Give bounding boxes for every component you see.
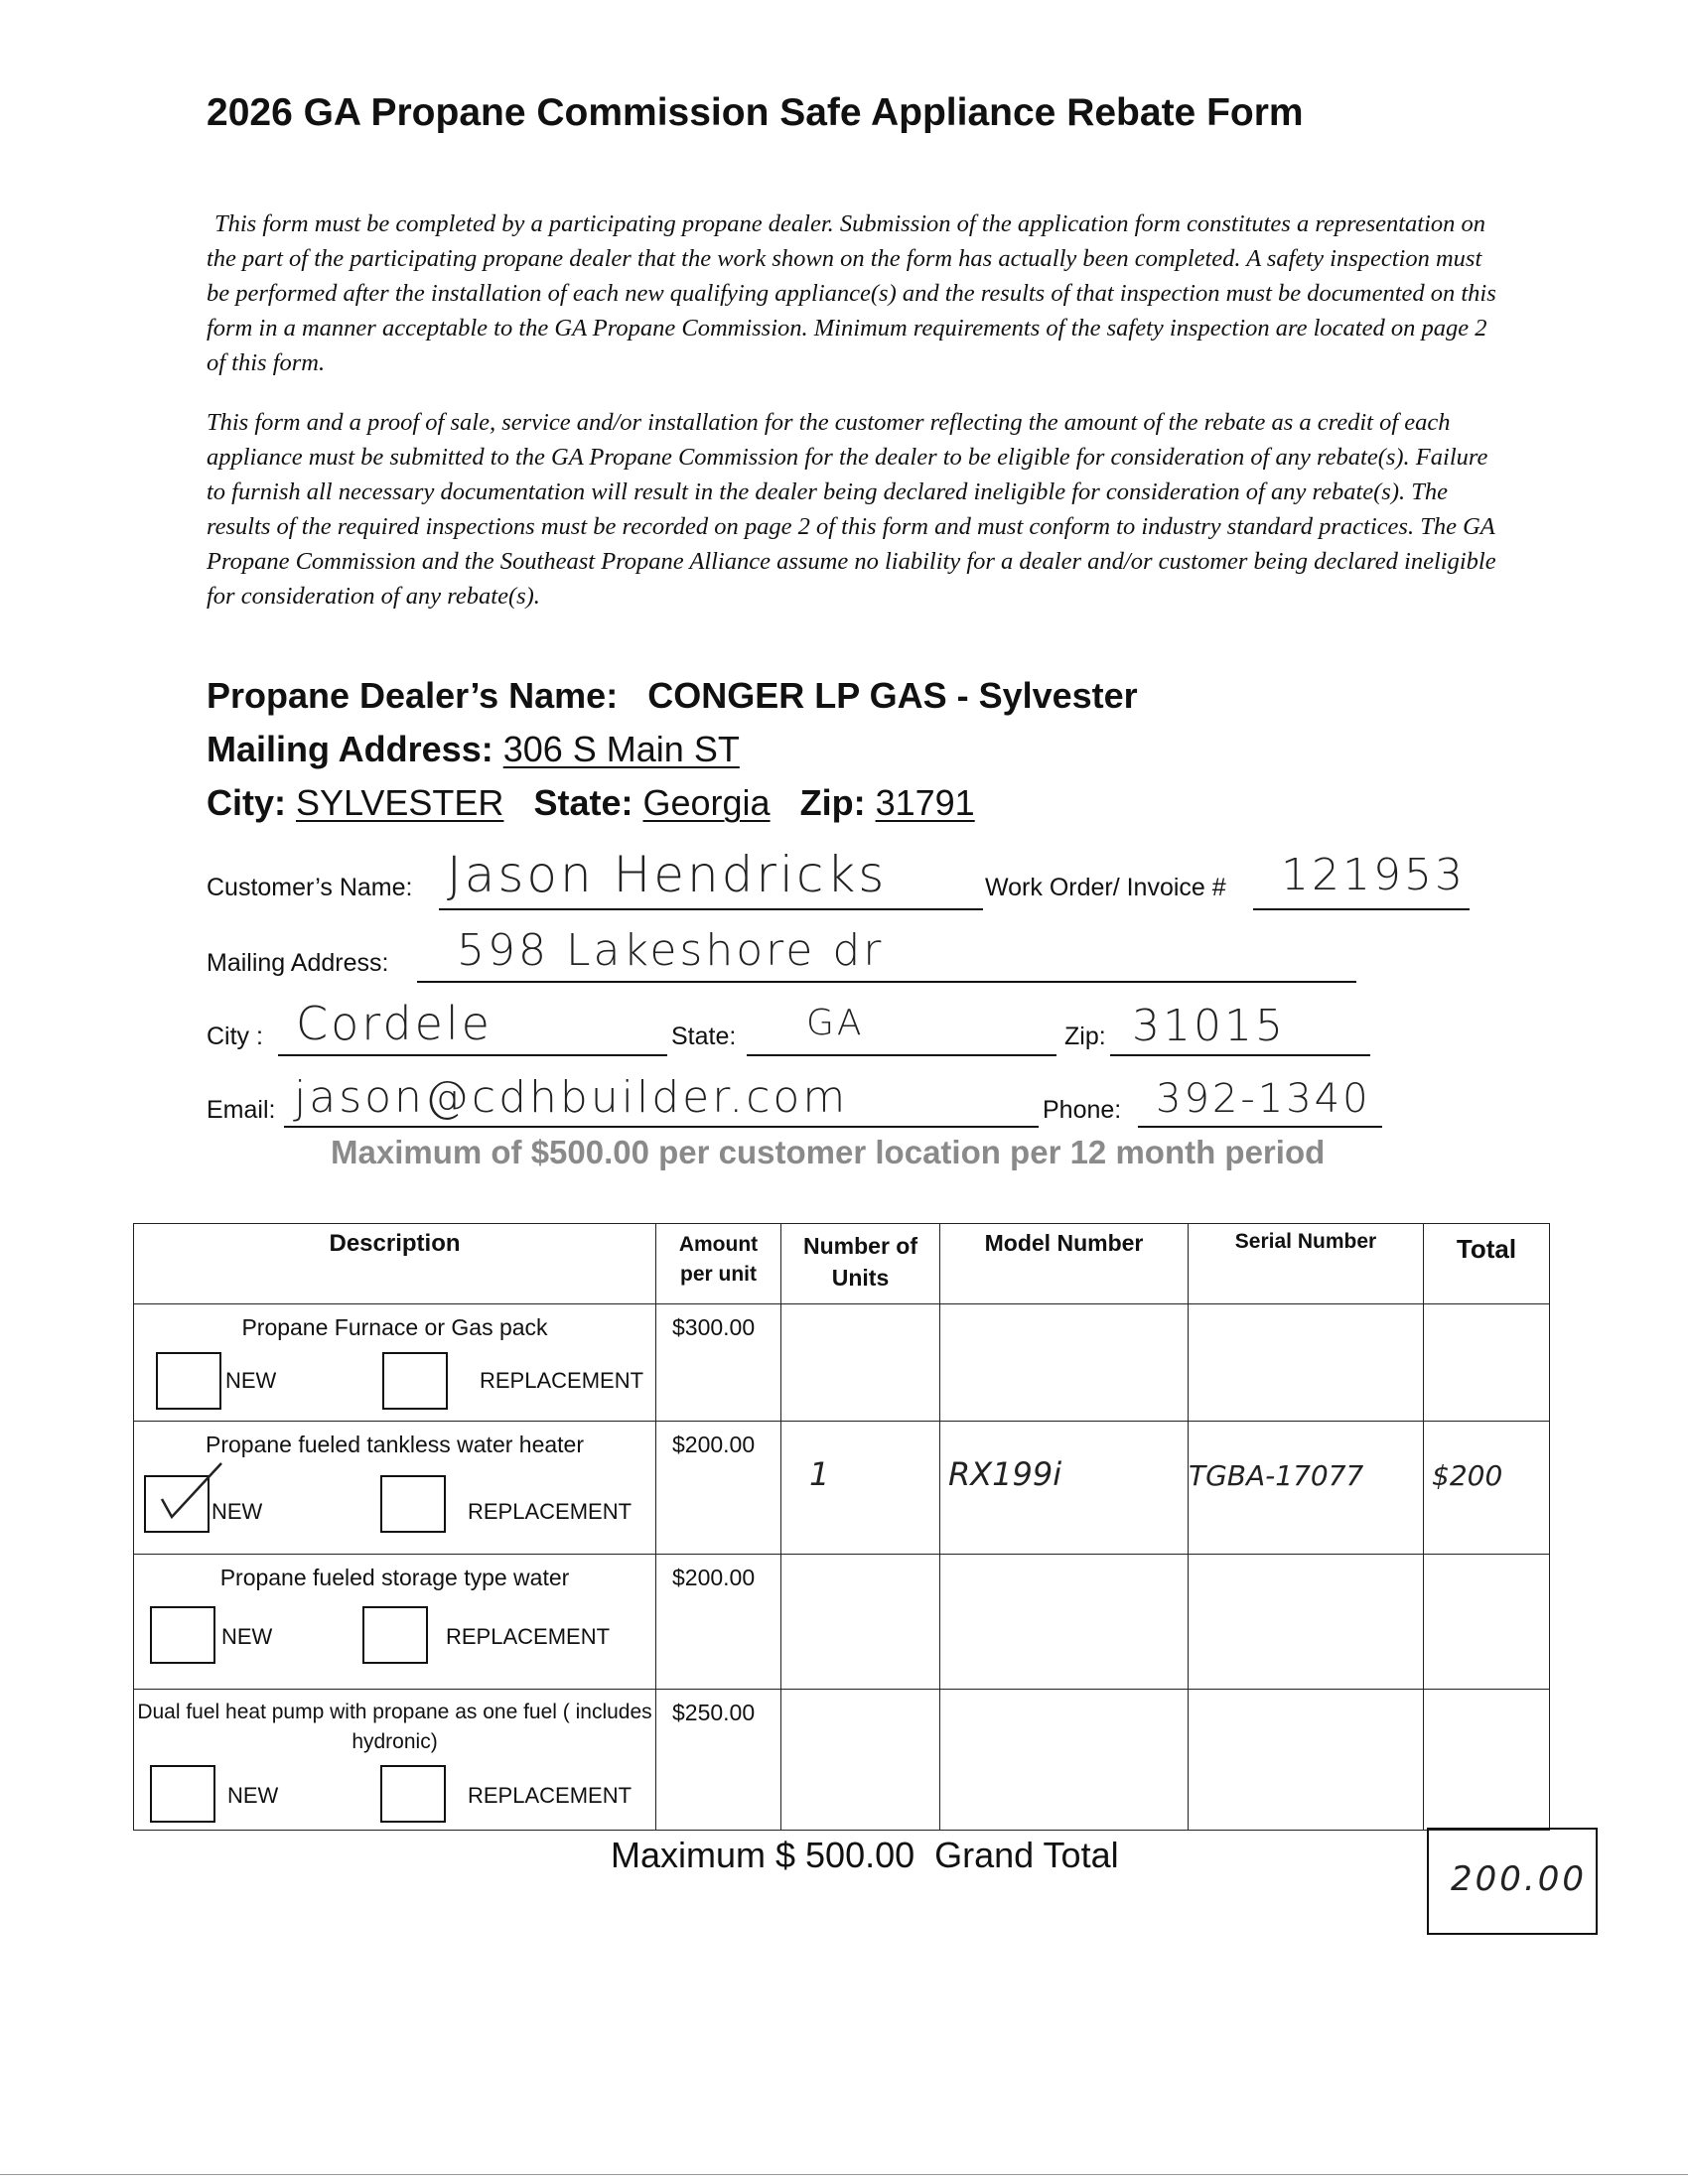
new-checkbox[interactable] [144,1475,210,1533]
customer-zip-field[interactable]: 31015 [1132,1001,1286,1051]
customer-phone-label: Phone: [1043,1096,1122,1124]
dealer-city-value: SYLVESTER [296,782,504,823]
invoice-line [1253,908,1470,910]
customer-phone-field[interactable]: 392-1340 [1156,1076,1371,1122]
new-checkbox[interactable] [156,1352,221,1410]
table-row [134,1304,1550,1422]
intro-paragraph-2: This form and a proof of sale, service and/or installation for the customer reflecting the amount of the rebate as a credit of each appliance must be submitted to the GA Propane Commission for the dealer to be eligible for consideration of any rebate(s). Failure to furnish all necessary documentation will result in the dealer being declared ineligible for consideration of any rebate(s). The results of the required inspections must be recorded on page 2 of this form and must conform to industry standard practices. The GA Propane Commission and the Southeast Propane Alliance assume no liability for a dealer and/or customer being declared ineligible for consideration of any rebate(s). [207,409,1496,610]
customer-zip-label: Zip: [1064,1023,1106,1050]
grand-total-value: 200.00 [1451,1859,1587,1899]
customer-city-field[interactable]: Cordele [296,997,492,1050]
row-amount: $250.00 [656,1690,781,1831]
row-description: Propane fueled tankless water heater [205,1432,585,1457]
header-total: Total [1424,1224,1550,1304]
dealer-state-label: State: [533,782,633,823]
row-description: Propane Furnace or Gas pack [241,1314,548,1340]
rebate-table [133,1223,1550,1831]
new-label: NEW [211,1499,263,1524]
row-model[interactable] [940,1422,1189,1555]
header-serial: Serial Number [1189,1224,1424,1304]
dealer-city-row [207,782,975,824]
grand-total-label: Maximum $ 500.00 Grand Total [611,1835,1119,1875]
table-row [134,1422,1550,1555]
replacement-checkbox[interactable] [362,1606,428,1664]
row-total[interactable] [1424,1422,1550,1555]
customer-city-line [278,1054,667,1056]
replacement-label: REPLACEMENT [446,1624,611,1649]
intro-paragraph-1: This form must be completed by a participating propane dealer. Submission of the application form constitutes a representation on the part of the participating propane dealer that the work shown on the form has actually been completed. A safety inspection must be performed after the installation of each new qualifying appliance(s) and the results of that inspection must be documented on this form in a manner acceptable to the GA Propane Commission. Minimum requirements of the safety inspection are located on page 2 of this form. [207,210,1496,376]
header-units: Number of Units [781,1224,940,1304]
replacement-label: REPLACEMENT [468,1783,633,1808]
dealer-name-value: CONGER LP GAS - Sylvester [647,675,1138,716]
header-amount: Amount per unit [656,1224,781,1304]
customer-zip-line [1110,1054,1370,1056]
serial-value: TGBA-17077 [1189,1459,1364,1492]
new-checkbox[interactable] [150,1765,215,1823]
customer-state-label: State: [671,1023,737,1050]
row-serial[interactable] [1189,1555,1424,1690]
replacement-checkbox[interactable] [382,1352,448,1410]
dealer-name-row [207,675,1138,717]
customer-city-label: City : [207,1023,263,1050]
dealer-address-row [207,729,740,770]
customer-name-line [439,908,983,910]
customer-email-line [284,1126,1039,1128]
table-row [134,1555,1550,1690]
customer-address-field[interactable]: 598 Lakeshore dr [457,925,885,976]
row-total[interactable] [1424,1304,1550,1422]
row-description-cell [134,1555,656,1690]
new-checkbox[interactable] [150,1606,215,1664]
customer-state-field[interactable]: GA [806,1003,865,1043]
row-amount: $200.00 [656,1555,781,1690]
row-units[interactable] [781,1422,940,1555]
model-value: RX199i [948,1455,1062,1493]
dealer-zip-value: 31791 [875,782,975,823]
customer-email-label: Email: [207,1096,276,1124]
header-description: Description [134,1224,656,1304]
row-serial[interactable] [1189,1422,1424,1555]
row-total[interactable] [1424,1555,1550,1690]
row-description-cell [134,1690,656,1831]
units-value: 1 [809,1455,830,1493]
row-description: Propane fueled storage type water [219,1565,570,1590]
customer-name-label: Customer’s Name: [207,874,413,901]
new-label: NEW [225,1368,277,1393]
dealer-city-label: City: [207,782,286,823]
row-description-cell [134,1422,656,1555]
dealer-name-label: Propane Dealer’s Name: [207,675,619,716]
row-total[interactable] [1424,1690,1550,1831]
row-model[interactable] [940,1690,1189,1831]
row-description-cell [134,1304,656,1422]
row-units[interactable] [781,1690,940,1831]
grand-total-box[interactable] [1427,1828,1598,1935]
header-model: Model Number [940,1224,1189,1304]
row-amount: $300.00 [656,1304,781,1422]
row-units[interactable] [781,1304,940,1422]
dealer-state-value: Georgia [642,782,771,823]
page-bottom-edge [0,2174,1688,2175]
row-serial[interactable] [1189,1304,1424,1422]
row-model[interactable] [940,1555,1189,1690]
new-label: NEW [221,1624,273,1649]
customer-name-field[interactable]: Jason Hendricks [447,846,888,903]
table-row [134,1690,1550,1831]
invoice-field[interactable]: 121953 [1281,850,1466,900]
dealer-address-label: Mailing Address: [207,729,493,769]
customer-address-label: Mailing Address: [207,949,389,977]
replacement-checkbox[interactable] [380,1475,446,1533]
row-model[interactable] [940,1304,1189,1422]
table-header-row [134,1224,1550,1304]
customer-address-line [417,981,1356,983]
form-title: 2026 GA Propane Commission Safe Appliance Rebate Form [207,91,1304,134]
dealer-zip-label: Zip: [799,782,866,823]
row-units[interactable] [781,1555,940,1690]
invoice-label: Work Order/ Invoice # [985,874,1226,901]
new-label: NEW [227,1783,279,1808]
row-amount: $200.00 [656,1422,781,1555]
customer-email-field[interactable]: jason@cdhbuilder.com [294,1072,849,1123]
row-description: Dual fuel heat pump with propane as one fuel ( includes hydronic) [137,1701,652,1753]
replacement-checkbox[interactable] [380,1765,446,1823]
replacement-label: REPLACEMENT [468,1499,633,1524]
row-serial[interactable] [1189,1690,1424,1831]
customer-state-line [747,1054,1056,1056]
replacement-label: REPLACEMENT [480,1368,644,1393]
customer-phone-line [1138,1126,1382,1128]
total-value: $200 [1432,1459,1503,1492]
dealer-address-value: 306 S Main ST [502,729,740,769]
maximum-note: Maximum of $500.00 per customer location per 12 month period [331,1134,1326,1170]
